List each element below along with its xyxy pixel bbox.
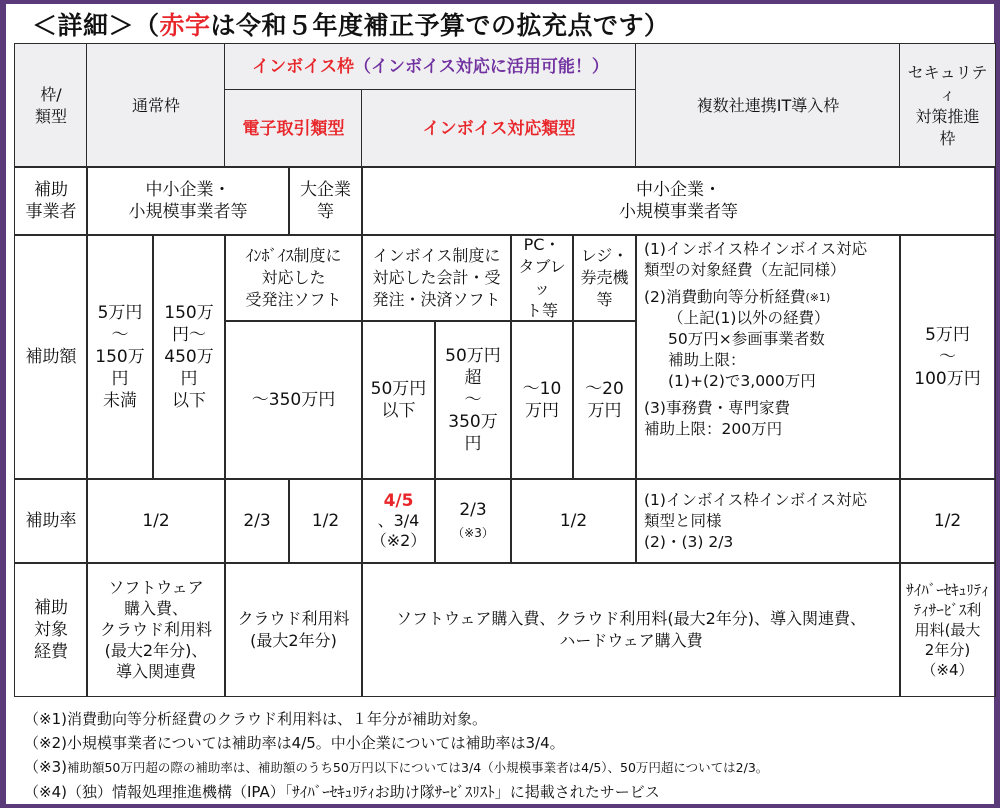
amount-pc-head: PC・ タブレッ ト等 — [510, 234, 574, 322]
label-amount: 補助額 — [14, 234, 88, 480]
amount-normal-b: 150万 円～ 450万 円 以下 — [152, 234, 226, 480]
rate-etrade-large: 1/2 — [288, 478, 363, 564]
label-rate: 補助率 — [14, 478, 88, 564]
header-e-trade-type: 電子取引類型 — [224, 89, 363, 168]
footnote-4: （※4)（独）情報処理推進機構（IPA）「ｻｲﾊﾞｰｾｷｭﾘﾃｨお助け隊ｻｰﾋﾞｽﾘｽﾄ」に掲載されたサービス — [24, 783, 660, 801]
amount-register-value: ～20 万円 — [572, 320, 637, 480]
header-security: セキュリティ 対策推進 枠 — [899, 43, 996, 168]
title-suffix: は令和５年度補正予算での拡充点です） — [210, 11, 670, 40]
amount-invoice-soft-a: 50万円 以下 — [361, 320, 436, 480]
title-prefix: ＜詳細＞（ — [32, 11, 160, 40]
amount-invoice-soft-b: 50万円 超 ～ 350万 円 — [434, 320, 512, 480]
expenses-normal: ソフトウェア 購入費、 クラウド利用料 (最大2年分)、 導入関連費 — [86, 562, 226, 697]
page-title — [32, 6, 670, 42]
header-frame-type: 枠/ 類型 — [14, 43, 88, 168]
amount-multi-company: (1)インボイス枠インボイス対応 類型の対象経費（左記同様） (2)消費動向等分析経費$^{(※1)}$ （上記(1)以外の経費） 50万円×参画事業者数 補助上限： (1)+(2)で3,000万円 (3)事務費・専門家費 補助上限：200万円 — [635, 234, 901, 480]
amount-security: 5万円 ～ 100万円 — [899, 234, 996, 480]
amount-etrade-head: ｲﾝﾎﾞｲｽ制度に 対応した 受発注ソフト — [224, 234, 363, 322]
rate-invoice-b: 2/3 （※3） — [434, 478, 512, 564]
subsidy-table — [14, 43, 996, 697]
header-invoice-type: インボイス対応類型 — [361, 89, 637, 168]
rate-security: 1/2 — [899, 478, 996, 564]
footnote-1: （※1)消費動向等分析経費のクラウド利用料は、１年分が補助対象。 — [24, 710, 487, 728]
recipient-large: 大企業 等 — [288, 166, 363, 236]
amount-invoice-soft-head: インボイス制度に 対応した会計・受 発注・決済ソフト — [361, 234, 512, 322]
recipient-sme-2: 中小企業・ 小規模事業者等 — [361, 166, 996, 236]
expenses-security: ｻｲﾊﾞｰｾｷｭﾘﾃｨ ﾃｨｻｰﾋﾞｽ利 用料(最大 2年分) （※4） — [899, 562, 996, 697]
footnotes — [24, 707, 768, 804]
amount-pc-value: ～10 万円 — [510, 320, 574, 480]
title-red-text: 赤字 — [159, 11, 211, 40]
expenses-etrade: クラウド利用料 (最大2年分) — [224, 562, 363, 697]
amount-register-head: レジ・ 券売機 等 — [572, 234, 637, 322]
amount-normal-a: 5万円 ～ 150万 円 未満 — [86, 234, 154, 480]
header-multi-company: 複数社連携IT導入枠 — [635, 43, 901, 168]
recipient-sme: 中小企業・ 小規模事業者等 — [86, 166, 290, 236]
footnote-2: （※2)小規模事業者については補助率は4/5。中小企業については補助率は3/4。 — [24, 734, 565, 752]
amount-etrade-value: ～350万円 — [224, 320, 363, 480]
rate-hardware: 1/2 — [510, 478, 637, 564]
rate-multi-company: (1)インボイス枠インボイス対応 類型と同様 (2)・(3) 2/3 — [635, 478, 901, 564]
header-normal: 通常枠 — [86, 43, 226, 168]
footnote-3: （※3)補助額50万円超の際の補助率は、補助額のうち50万円以下については3/4（小規模事業者は4/5）、50万円超については2/3。 — [24, 758, 769, 776]
rate-etrade-sme: 2/3 — [224, 478, 290, 564]
label-expenses: 補助 対象 経費 — [14, 562, 88, 697]
header-invoice-frame: インボイス枠 （インボイス対応に活用可能！） — [224, 43, 637, 91]
expenses-invoice-multi: ソフトウェア購入費、クラウド利用料(最大2年分)、導入関連費、 ハードウェア購入費 — [361, 562, 901, 697]
rate-invoice-a: 4/5 、3/4 （※2） — [361, 478, 436, 564]
label-recipient: 補助 事業者 — [14, 166, 88, 236]
rate-normal: 1/2 — [86, 478, 226, 564]
